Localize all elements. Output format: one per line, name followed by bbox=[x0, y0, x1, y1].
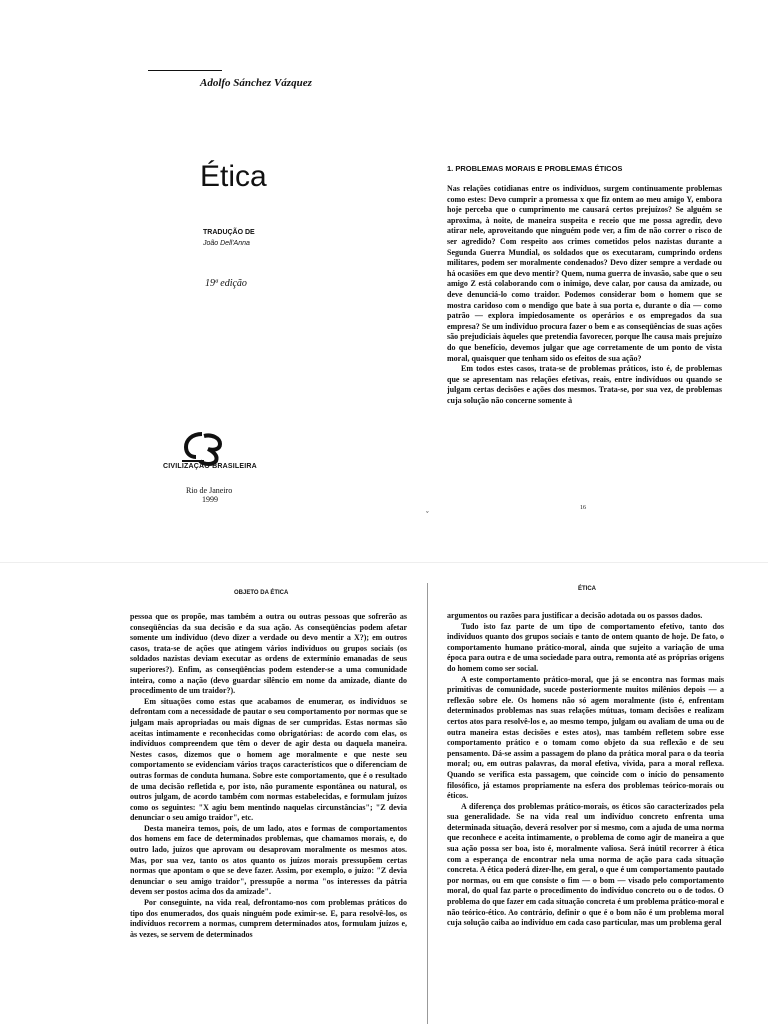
publisher-name: CIVILIZAÇÃO BRASILEIRA bbox=[163, 463, 257, 470]
paragraph: A diferença dos problemas prático-morais, os éticos são caracterizados pela sua generalidade. Se na vida real um indivíduo concreto enfrenta uma determinada situação, deverá resolver por si mesmo, com a ajuda de uma norma que reconhece e aceita intimamente, o problema de como agir de maneira a que sua ação possa ser boa, isto é, moralmente valiosa. Será inútil recorrer à ética com a esperança de encontrar nela uma norma de ação para cada situação concreta. A ética poderá dizer-lhe, em geral, o que é um comportamento pautado por normas, ou em que consiste o fim — o bom — visado pelo comportamento moral, do qual faz parte o procedimento do indivíduo concreto ou o de todos. O problema do que fazer em cada situação concreta é um problema prático-moral e não teórico-ético. Ao contrário, definir o que é o bom não é um problema moral cuja solução caiba ao indivíduo em cada caso particular, mas um problema geral bbox=[447, 801, 724, 928]
publisher-logo-icon bbox=[180, 430, 230, 466]
page16-body bbox=[447, 184, 722, 482]
gutter-line bbox=[427, 583, 428, 1024]
page-number: 16 bbox=[580, 505, 586, 511]
publication-place: Rio de Janeiro bbox=[186, 486, 233, 495]
paragraph: A este comportamento prático-moral, que já se encontra nas formas mais primitivas de comunidade, sucede posteriormente muitos milênios depois — a reflexão sobre ele. Os homens não só agem moralmente (isto é, enfrentam determinados problemas nas suas relações mútuas, tomam decisões e realizam certos atos para resolvê-los e, ao mesmo tempo, julgam ou avaliam de uma ou de outra maneira estas decisões e estes atos), mas também refletem sobre esse comportamento prático e o tomam como objeto da sua reflexão e de seu pensamento. Dá-se assim a passagem do plano da prática moral para o da teoria moral; ou, em outras palavras, da moral efetiva, vivida, para a moral reflexa. Quando se verifica esta passagem, que coincide com o início do pensamento filosófico, já estamos propriamente na esfera dos problemas teórico-morais ou éticos. bbox=[447, 674, 724, 801]
paragraph: Tudo isto faz parte de um tipo de comportamento efetivo, tanto dos indivíduos quanto dos grupos sociais e tanto de ontem quanto de hoje. De fato, o comportamento humano prático-moral, ainda que sujeito a variação de uma época para outra e de uma sociedade para outra, remonta até as próprias origens do homem como ser social. bbox=[447, 621, 724, 673]
paragraph: Em situações como estas que acabamos de enumerar, os indivíduos se defrontam com a necessidade de pautar o seu comportamento por normas que se julgam mais apropriadas ou mais dignas de ser cumpridas. Estas normas são aceitas intimamente e reconhecidas como obrigatórias: de acordo com elas, os indivíduos compreendem que têm o dever de agir desta ou daquela maneira. Nestes casos, dizemos que o homem age moralmente e que neste seu comportamento se evidenciam vários traços característicos que o diferenciam de outras formas de conduta humana. Sobre este comportamento, que é o resultado de uma decisão refletida e, por isto, não puramente espontânea ou natural, os outros julgam, de acordo também com normas estabelecidas, e formulam juízos como os seguintes: "X agiu bem mentindo naquelas circunstâncias"; "Z devia denunciar o seu amigo traidor", etc. bbox=[130, 696, 407, 823]
paragraph: Nas relações cotidianas entre os indivíduos, surgem continuamente problemas como estes: Devo cumprir a promessa x que fiz ontem ao meu amigo Y, embora hoje perceba que o cumprimento me causará certos prejuízos? Se alguém se aproxima, à noite, de maneira suspeita e receio que me possa agredir, devo atirar nele, aproveitando que ninguém pode ver, a fim de não correr o risco de ser agredido? Com respeito aos crimes cometidos pelos nazistas durante a Segunda Guerra Mundial, os soldados que os executaram, cumprindo ordens militares, podem ser moralmente condenados? Devo dizer sempre a verdade ou há ocasiões em que devo mentir? Quem, numa guerra de invasão, sabe que o seu amigo Z está colaborando com o inimigo, deve calar, por causa da amizade, ou deve denunciá-lo como traidor. Podemos considerar bom o homem que se mostra caridoso com o mendigo que bate à sua porta e, durante o dia — como patrão — explora impiedosamente os operários e os empregados da sua empresa? Se um indivíduo procura fazer o bem e as conseqüências de suas ações são prejudiciais àqueles que pretendia favorecer, porque lhe causa mais prejuízo do que benefício, devemos julgar que age corretamente de um ponto de vista moral, quaisquer que tenham sido os efeitos de sua ação? bbox=[447, 184, 722, 363]
paragraph: pessoa que os propõe, mas também a outra ou outras pessoas que sofrerão as conseqüências da sua decisão e da sua ação. As conseqüências podem afetar somente um indivíduo (devo dizer a verdade ou devo mentir a X?); em outros casos, trata-se de ações que atingem vários indivíduos ou grupos sociais (os soldados nazistas deviam executar as ordens de extermínio emanadas de seus superiores?). Enfim, as conseqüências podem estender-se a uma comunidade inteira, como a nação (devo guardar silêncio em nome da amizade, diante do procedimento de um traidor?). bbox=[130, 612, 407, 696]
publication-year: 1999 bbox=[202, 495, 218, 504]
author-rule bbox=[148, 70, 222, 71]
paragraph: Por conseguinte, na vida real, defrontamo-nos com problemas práticos do tipo dos enumerados, dos quais ninguém pode eximir-se. E, para resolvê-los, os indivíduos recorrem a normas, cumprem determinados atos, formulam juízos e, às vezes, se servem de determinados bbox=[130, 898, 407, 939]
gutter-mark: ˇ bbox=[426, 510, 429, 519]
translation-label: TRADUÇÃO DE bbox=[203, 229, 255, 236]
translator-name: João Dell'Anna bbox=[203, 240, 250, 247]
left-page-body bbox=[130, 612, 407, 1024]
edition-label: 19ª edição bbox=[205, 278, 247, 289]
author-name: Adolfo Sánchez Vázquez bbox=[200, 77, 312, 89]
right-running-head: ÉTICA bbox=[578, 586, 596, 592]
paragraph: Em todos estes casos, trata-se de problemas práticos, isto é, de problemas que se apresentam nas relações efetivas, reais, entre indivíduos ou quando se julgam certas decisões e ações dos mesmos. Trata-se, por sua vez, de problemas cuja solução não concerne somente à bbox=[447, 364, 722, 405]
section-heading: 1. PROBLEMAS MORAIS E PROBLEMAS ÉTICOS bbox=[447, 164, 623, 173]
paragraph: argumentos ou razões para justificar a decisão adotada ou os passos dados. bbox=[447, 611, 703, 620]
book-title: Ética bbox=[200, 160, 267, 193]
paragraph: Desta maneira temos, pois, de um lado, atos e formas de comportamentos dos homens em face de determinados problemas, que chamamos morais, e, do outro lado, juízos que aprovam ou desaprovam moralmente os mesmos atos. Mas, por sua vez, tanto os atos quanto os juízos morais pressupõem certas normas que apontam o que se deve fazer. Assim, por exemplo, o juízo: "Z devia denunciar o seu amigo traidor", pressupõe a norma "os interesses da pátria devem ser postos acima dos da amizade". bbox=[130, 823, 407, 897]
page-divider bbox=[0, 562, 768, 563]
left-running-head: OBJETO DA ÉTICA bbox=[234, 590, 289, 596]
right-page-body bbox=[447, 611, 724, 1024]
